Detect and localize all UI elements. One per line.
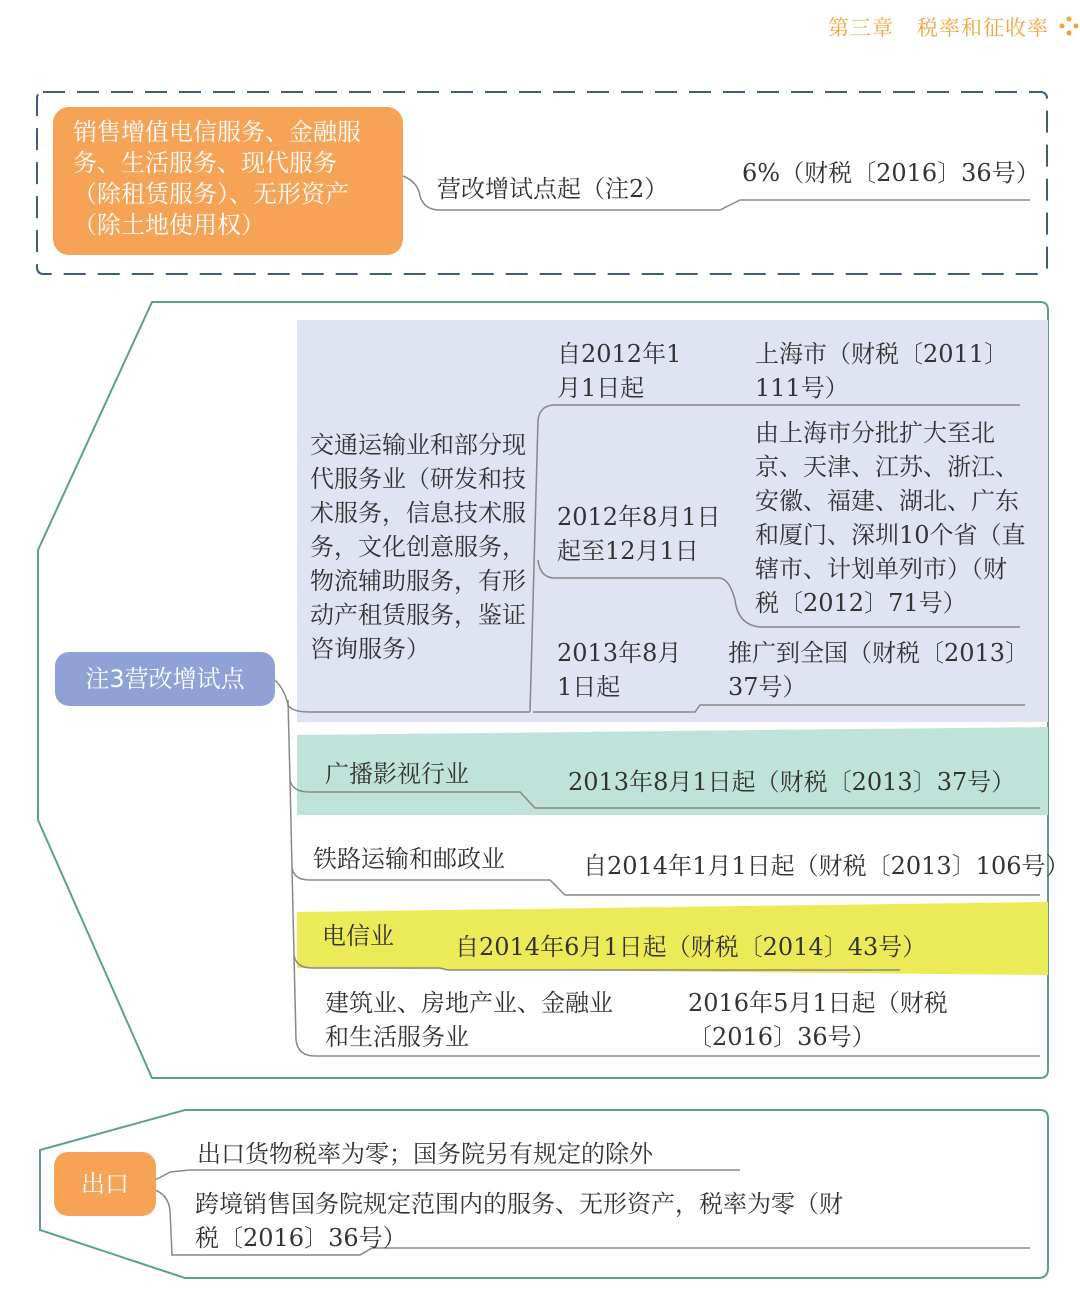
- item-broadcast-category: 广播影视行业: [325, 760, 469, 788]
- group1-row3-detail: 推广到全国（财税〔2013〕37号）: [728, 639, 1018, 701]
- box3-line1: 出口货物税率为零；国务院另有规定的除外: [197, 1140, 653, 1168]
- group1-row3-date: 2013年8月1日起: [557, 639, 682, 701]
- item-rail-category: 铁路运输和邮政业: [313, 845, 505, 873]
- item-telecom-category: 电信业: [322, 922, 394, 950]
- item-telecom-detail: 自2014年6月1日起（财税〔2014〕43号）: [455, 933, 927, 961]
- item-construction-category: 建筑业、房地产业、金融业和生活服务业: [325, 989, 613, 1051]
- box2-root-box: [55, 652, 275, 706]
- box3-root-text: 出口: [81, 1170, 129, 1198]
- box2-root-text: 注3营改增试点: [85, 665, 245, 693]
- item-construction-detail: 2016年5月1日起（财税〔2016〕36号）: [688, 989, 948, 1051]
- box1-category-box: [53, 107, 403, 255]
- box3-root-box: [54, 1152, 156, 1216]
- group1-row1-detail: 上海市（财税〔2011〕111号）: [755, 340, 997, 402]
- group1-category: 交通运输业和部分现代服务业（研发和技术服务，信息技术服务，文化创意服务，物流辅助服务，有形动产租赁服务，鉴证咨询服务）: [310, 431, 526, 663]
- item-broadcast-detail: 2013年8月1日起（财税〔2013〕37号）: [568, 768, 1016, 796]
- box1-label: 营改增试点起（注2）: [437, 175, 669, 203]
- item-rail-detail: 自2014年1月1日起（财税〔2013〕106号）: [583, 852, 1070, 880]
- chapter-title: 税率和征收率: [917, 16, 1050, 40]
- box3-line2: 跨境销售国务院规定范围内的服务、无形资产，税率为零（财税〔2016〕36号）: [195, 1190, 843, 1252]
- group1-row2-detail: 由上海市分批扩大至北京、天津、江苏、浙江、安徽、福建、湖北、广东和厦门、深圳10个省（直辖市、计划单列市）（财税〔2012〕71号）: [755, 419, 1026, 617]
- group1-row2-date: 2012年8月1日起至12月1日: [557, 503, 721, 565]
- box1-category-text: 销售增值电信服务、金融服务、生活服务、现代服务（除租赁服务）、无形资产（除土地使用权）: [73, 118, 361, 239]
- chapter-number: 第三章: [828, 16, 894, 40]
- box1-rate: 6%（财税〔2016〕36号）: [742, 159, 1040, 187]
- group1-row1-date: 自2012年1月1日起: [557, 340, 682, 402]
